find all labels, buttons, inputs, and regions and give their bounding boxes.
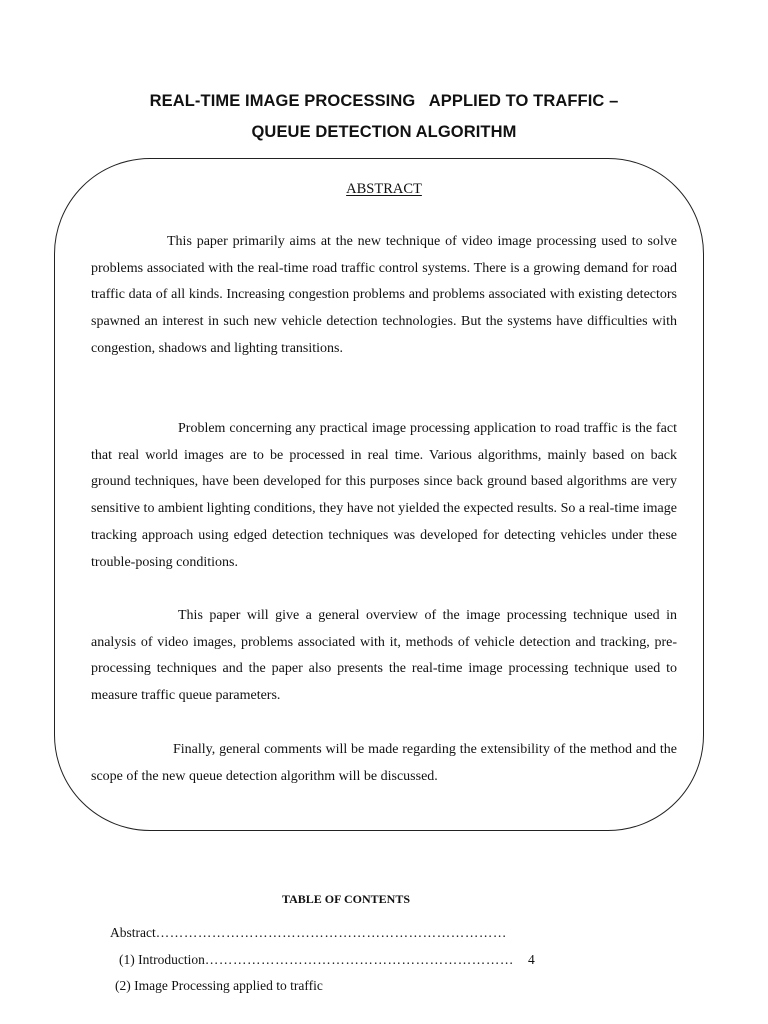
toc-page-number: 4 bbox=[527, 952, 535, 967]
abstract-paragraph-4: Finally, general comments will be made regarding the extensibility of the method and the scope of the new queue detection algorithm will be discussed. bbox=[91, 742, 677, 784]
abstract-paragraph-3: This paper will give a general overview of the image processing technique used in analysis of video images, problems associated with it, methods of vehicle detection and tracking, pre-processing techniques and the paper also presents the real-time image processing technique used to measure traffic queue parameters. bbox=[91, 608, 677, 704]
document-title-line-2: QUEUE DETECTION ALGORITHM bbox=[251, 123, 517, 141]
abstract-paragraph-1: This paper primarily aims at the new technique of video image processing used to solve problems associated with the real-time road traffic control systems. There is a growing demand for road traffic data of all kinds. Increasing congestion problems and problems associated with existing detectors spawned an interest in such new vehicle detection technologies. But the systems have difficulties with congestion, shadows and lighting transitions. bbox=[91, 234, 677, 356]
toc-entry-abstract bbox=[110, 925, 507, 941]
document-title-line-1: REAL-TIME IMAGE PROCESSING APPLIED TO TRAFFIC – bbox=[149, 92, 619, 110]
toc-leader-dots: ………………………………………………………… bbox=[204, 952, 514, 967]
toc-entry-label: (2) Image Processing applied to traffic bbox=[115, 978, 323, 993]
toc-entry-label: Abstract bbox=[110, 925, 156, 940]
toc-entry-label: (1) Introduction bbox=[119, 952, 205, 967]
abstract-heading: ABSTRACT bbox=[346, 181, 422, 197]
toc-entry-introduction bbox=[119, 952, 535, 968]
toc-leader-dots: ………………………………………………………………… bbox=[155, 925, 507, 940]
abstract-paragraph-2: Problem concerning any practical image processing application to road traffic is the fact that real world images are to be processed in real time. Various algorithms, mainly based on back ground techniques, have been developed for this purposes since back ground based algorithms are very sensitive to ambient lighting conditions, they have not yielded the expected results. So a real-time image tracking approach using edged detection techniques was developed for detecting vehicles under these trouble-posing conditions. bbox=[91, 421, 677, 570]
toc-heading: TABLE OF CONTENTS bbox=[281, 892, 411, 906]
toc-entry-image-processing bbox=[115, 978, 323, 994]
